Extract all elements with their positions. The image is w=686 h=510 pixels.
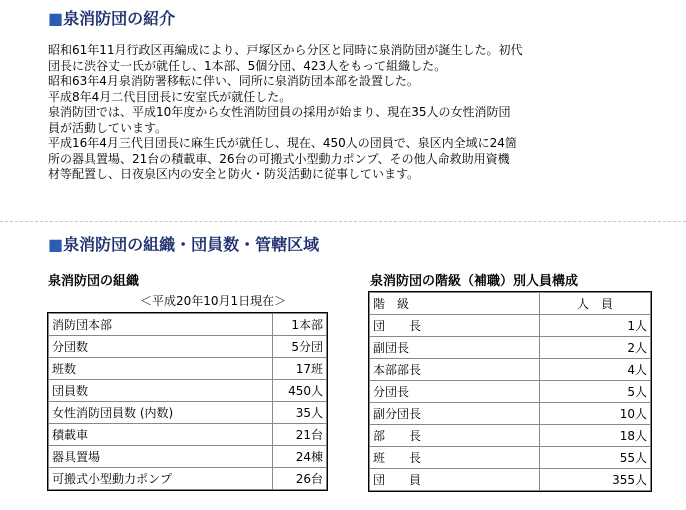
rank-table-title: 泉消防団の階級（補職）別人員構成 <box>370 274 579 289</box>
header-count: 人 員 <box>540 293 651 315</box>
row-value: 17班 <box>273 358 327 380</box>
table-row <box>370 425 651 447</box>
table-row <box>370 359 651 381</box>
table-row <box>49 424 327 446</box>
header-rank: 階 級 <box>370 293 540 315</box>
intro-text <box>48 43 678 183</box>
rank-count: 2人 <box>540 337 651 359</box>
table-row <box>370 403 651 425</box>
row-value: 450人 <box>273 380 327 402</box>
row-value: 26台 <box>273 468 327 490</box>
organization-table <box>48 313 327 490</box>
row-value: 5分団 <box>273 336 327 358</box>
row-label: 積載車 <box>49 424 273 446</box>
rank-label: 班 長 <box>370 447 540 469</box>
intro-paragraph: 平成16年4月三代目団長に麻生氏が就任し、現在、450人の団員で、泉区内全域に24箇 所の器具置場、21台の積載車、26台の可搬式小型動力ポンプ、その他人命救助用資機 材等配置し、日夜泉区内の安全と防火・防災活動に従事しています。 <box>48 136 517 181</box>
rank-label: 分団長 <box>370 381 540 403</box>
row-label: 班数 <box>49 358 273 380</box>
org-section-heading <box>48 232 319 255</box>
square-bullet-icon: ■ <box>48 235 64 254</box>
rank-composition-table <box>369 292 651 491</box>
table-row <box>49 380 327 402</box>
intro-paragraph: 平成8年4月二代目団長に安室氏が就任した。 <box>48 89 292 104</box>
org-table-title: 泉消防団の組織 <box>48 274 140 289</box>
row-value: 35人 <box>273 402 327 424</box>
table-row <box>370 469 651 491</box>
table-row <box>49 402 327 424</box>
table-row <box>370 447 651 469</box>
table-row <box>49 314 327 336</box>
table-row <box>370 337 651 359</box>
table-row <box>49 336 327 358</box>
rank-count: 1人 <box>540 315 651 337</box>
row-value: 21台 <box>273 424 327 446</box>
intro-paragraph: 昭和61年11月行政区再編成により、戸塚区から分区と同時に泉消防団が誕生した。初代 団長に渋谷丈一氏が就任し、1本部、5個分団、423人をもって組織した。 <box>48 43 523 73</box>
table-row <box>49 446 327 468</box>
rank-label: 部 長 <box>370 425 540 447</box>
rank-count: 10人 <box>540 403 651 425</box>
section-divider <box>0 221 686 222</box>
rank-label: 副団長 <box>370 337 540 359</box>
intro-paragraph: 昭和63年4月泉消防署移転に伴い、同所に泉消防団本部を設置した。 <box>48 74 419 88</box>
row-label: 器具置場 <box>49 446 273 468</box>
rank-label: 本部部長 <box>370 359 540 381</box>
row-label: 分団数 <box>49 336 273 358</box>
table-row <box>370 315 651 337</box>
org-section-heading-text: 泉消防団の組織・団員数・管轄区域 <box>63 235 320 254</box>
rank-count: 4人 <box>540 359 651 381</box>
rank-label: 団 長 <box>370 315 540 337</box>
row-label: 消防団本部 <box>49 314 273 336</box>
rank-count: 5人 <box>540 381 651 403</box>
row-value: 24棟 <box>273 446 327 468</box>
table-row <box>370 381 651 403</box>
rank-count: 55人 <box>540 447 651 469</box>
table-header-row <box>370 293 651 315</box>
square-bullet-icon: ■ <box>48 9 64 28</box>
row-value: 1本部 <box>273 314 327 336</box>
rank-label: 団 員 <box>370 469 540 491</box>
table-row <box>49 358 327 380</box>
intro-heading-text: 泉消防団の紹介 <box>63 9 176 28</box>
rank-label: 副分団長 <box>370 403 540 425</box>
rank-count: 355人 <box>540 469 651 491</box>
row-label: 可搬式小型動力ポンプ <box>49 468 273 490</box>
intro-heading <box>48 6 175 29</box>
row-label: 団員数 <box>49 380 273 402</box>
intro-paragraph: 泉消防団では、平成10年度から女性消防団員の採用が始まり、現在35人の女性消防団 員が活動しています。 <box>48 105 511 135</box>
table-row <box>49 468 327 490</box>
row-label: 女性消防団員数 (内数) <box>49 402 273 424</box>
rank-count: 18人 <box>540 425 651 447</box>
as-of-date-note: ＜平成20年10月1日現在＞ <box>140 294 287 308</box>
